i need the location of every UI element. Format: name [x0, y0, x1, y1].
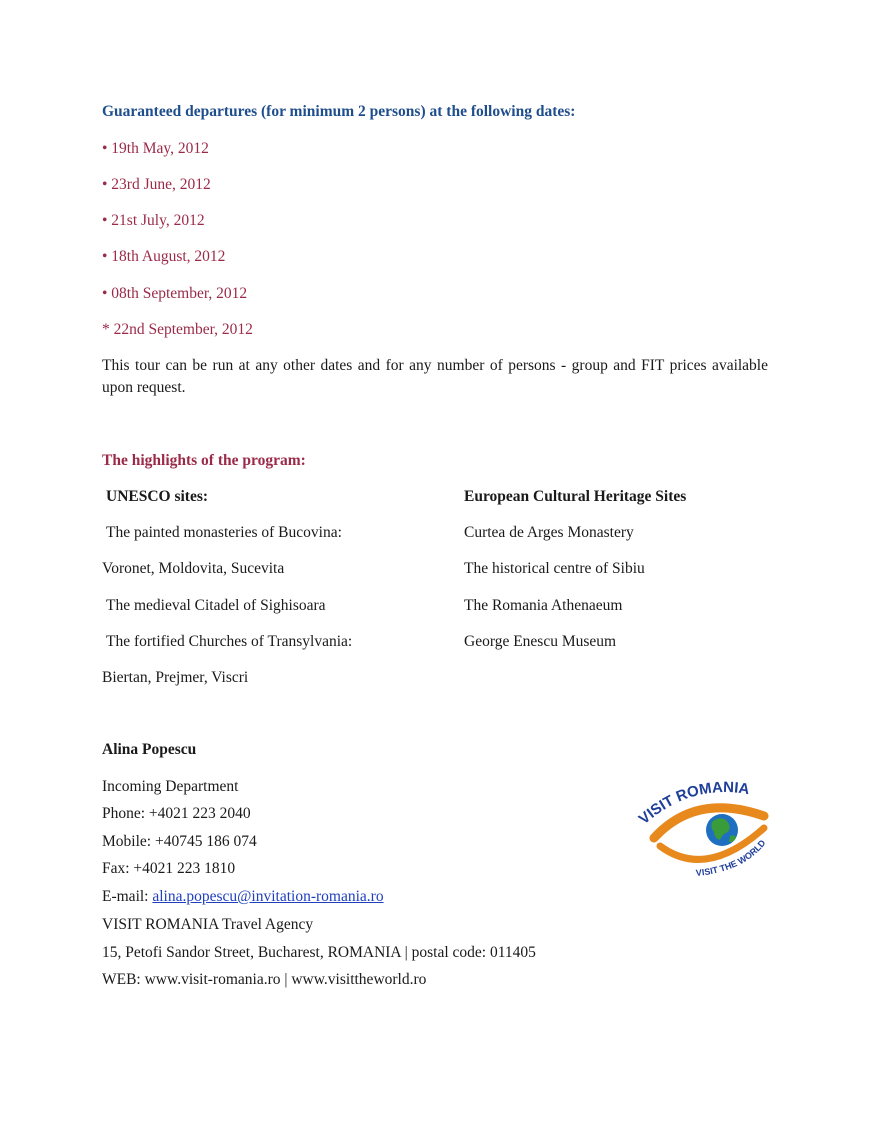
- departure-date: • 19th May, 2012: [102, 140, 209, 157]
- contact-address: 15, Petofi Sandor Street, Bucharest, ROMANIA | postal code: 011405: [102, 944, 536, 961]
- logo-bottom-text: VISIT THE WORLD: [695, 837, 768, 879]
- email-link[interactable]: alina.popescu@invitation-romania.ro: [152, 888, 384, 905]
- email-label: E-mail:: [102, 888, 153, 905]
- departures-note: This tour can be run at any other dates and for any number of persons - group and FIT prices available upon request.: [102, 357, 768, 396]
- departures-heading: Guaranteed departures (for minimum 2 persons) at the following dates:: [102, 103, 576, 120]
- european-heading: European Cultural Heritage Sites: [464, 488, 687, 505]
- contact-email-line: [102, 887, 384, 907]
- unesco-heading: UNESCO sites:: [106, 488, 209, 505]
- contact-department: Incoming Department: [102, 778, 239, 795]
- logo-globe-land-2: [729, 835, 736, 842]
- unesco-site: Voronet, Moldovita, Sucevita: [102, 560, 285, 577]
- contact-agency: VISIT ROMANIA Travel Agency: [102, 916, 314, 933]
- departure-date: • 08th September, 2012: [102, 285, 248, 302]
- departure-date: • 18th August, 2012: [102, 248, 226, 265]
- contact-fax: Fax: +4021 223 1810: [102, 860, 236, 877]
- contact-phone: Phone: +4021 223 2040: [102, 805, 251, 822]
- contact-name: Alina Popescu: [102, 741, 197, 758]
- visit-romania-logo: [636, 780, 776, 882]
- departure-date: * 22nd September, 2012: [102, 321, 253, 338]
- unesco-site: Biertan, Prejmer, Viscri: [102, 669, 249, 686]
- european-site: The Romania Athenaeum: [464, 597, 623, 614]
- contact-web: WEB: www.visit-romania.ro | www.visittheworld.ro: [102, 971, 427, 988]
- european-site: George Enescu Museum: [464, 633, 617, 650]
- departure-date: • 23rd June, 2012: [102, 176, 211, 193]
- unesco-site: The medieval Citadel of Sighisoara: [106, 597, 326, 614]
- unesco-site: The fortified Churches of Transylvania:: [106, 633, 353, 650]
- contact-mobile: Mobile: +40745 186 074: [102, 833, 257, 850]
- highlights-heading: The highlights of the program:: [102, 452, 306, 469]
- european-site: The historical centre of Sibiu: [464, 560, 645, 577]
- unesco-site: The painted monasteries of Bucovina:: [106, 524, 342, 541]
- departure-date: • 21st July, 2012: [102, 212, 205, 229]
- european-site: Curtea de Arges Monastery: [464, 524, 634, 541]
- logo-top-text: VISIT ROMANIA: [636, 780, 751, 828]
